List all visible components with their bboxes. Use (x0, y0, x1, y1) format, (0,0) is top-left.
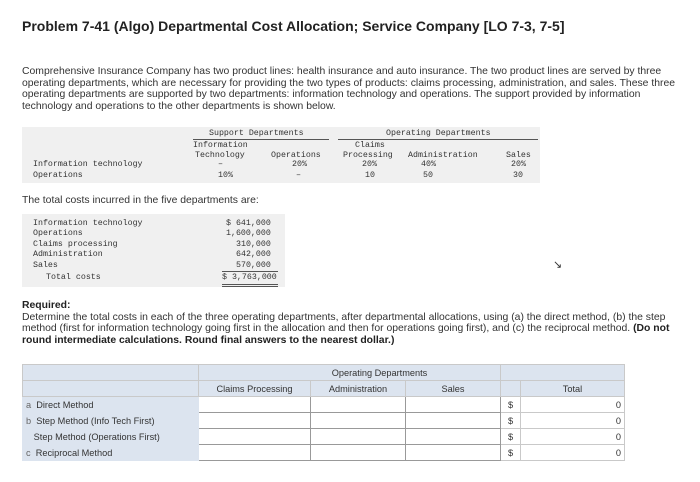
direct-claims-input[interactable] (199, 397, 311, 413)
step-ops-admin-input[interactable] (311, 429, 406, 445)
col-sales: Sales (506, 151, 531, 160)
support-departments-header: Support Departments (209, 129, 304, 138)
answer-col-claims: Claims Processing (199, 381, 311, 397)
cost-value-sales: 570,000 (236, 261, 271, 270)
table-row: c Reciprocal Method $ 0 (23, 445, 625, 461)
direct-currency: $ (501, 397, 521, 413)
row-label-reciprocal: Reciprocal Method (35, 447, 113, 458)
support-header-rule (193, 139, 329, 140)
answer-col-admin: Administration (311, 381, 406, 397)
cost-label-it: Information technology (33, 219, 143, 228)
step-ops-claims-input[interactable] (199, 429, 311, 445)
cost-label-admin: Administration (33, 250, 103, 259)
required-instruction: (Do not round intermediate calculations. Round final answers to the nearest dollar.) (22, 323, 670, 346)
reciprocal-admin-input[interactable] (311, 445, 406, 461)
col-it-line2: Technology (195, 151, 245, 160)
answer-table (22, 364, 625, 461)
cost-total-double-rule (222, 284, 278, 287)
cell-it-ops: 20% (292, 160, 307, 169)
required-text: Determine the total costs in each of the three operating departments, after departmental allocations, using (a) the direct method, (b) the step method (first for information technology going first in the allocation and then for operations going first), and (c) the reciprocal method. (22, 311, 666, 335)
cost-label-sales: Sales (33, 261, 58, 270)
row-label-step-it: Step Method (Info Tech First) (36, 415, 155, 426)
step-it-total: 0 (521, 413, 625, 429)
cell-it-admin: 40% (421, 160, 436, 169)
cost-total-rule (222, 271, 278, 272)
table-row: a Direct Method $ 0 (23, 397, 625, 413)
cell-it-sales: 20% (511, 160, 526, 169)
cost-value-it: $ 641,000 (226, 219, 271, 228)
reciprocal-claims-input[interactable] (199, 445, 311, 461)
answer-header-blank-right (501, 365, 625, 381)
col-administration: Administration (408, 151, 478, 160)
required-section (22, 300, 682, 346)
answer-col-sales: Sales (406, 381, 501, 397)
row-label-step-ops: Step Method (Operations First) (33, 431, 160, 442)
cell-ops-it: 10% (218, 171, 233, 180)
col-operations: Operations (271, 151, 321, 160)
cell-ops-admin: 50 (423, 171, 433, 180)
step-it-currency: $ (501, 413, 521, 429)
required-heading: Required: (22, 300, 71, 311)
costs-sentence: The total costs incurred in the five departments are: (22, 195, 259, 206)
direct-sales-input[interactable] (406, 397, 501, 413)
step-it-admin-input[interactable] (311, 413, 406, 429)
col-claims-line2: Processing (343, 151, 393, 160)
cell-ops-sales: 30 (513, 171, 523, 180)
col-it-line1: Information (193, 141, 248, 150)
intro-paragraph: Comprehensive Insurance Company has two product lines: health insurance and auto insurance. The two product lines are served by three operating departments, which are necessary for providing the two types of products: claims processing, administration, and sales. These three operating departments are supported by two departments: information technology and operations. The support provided by information technology and operations to the other departments is shown below. (22, 66, 676, 112)
direct-admin-input[interactable] (311, 397, 406, 413)
answer-group-header: Operating Departments (199, 365, 501, 381)
row-label-operations: Operations (33, 171, 83, 180)
cost-value-claims: 310,000 (236, 240, 271, 249)
col-claims-line1: Claims (355, 141, 385, 150)
step-ops-currency: $ (501, 429, 521, 445)
answer-col-currency (501, 381, 521, 397)
step-ops-sales-input[interactable] (406, 429, 501, 445)
cost-label-operations: Operations (33, 229, 83, 238)
cost-label-total: Total costs (46, 273, 101, 282)
cell-ops-claims: 10 (365, 171, 375, 180)
row-label-direct: Direct Method (36, 399, 94, 410)
cost-value-admin: 642,000 (236, 250, 271, 259)
mouse-cursor-icon: ↘ (553, 259, 563, 271)
operating-header-rule (338, 139, 538, 140)
reciprocal-total: 0 (521, 445, 625, 461)
operating-departments-header: Operating Departments (386, 129, 491, 138)
answer-header-label-blank (23, 381, 199, 397)
cell-it-it: – (218, 160, 223, 169)
step-ops-total: 0 (521, 429, 625, 445)
answer-header-blank (23, 365, 199, 381)
cost-value-total: $ 3,763,000 (222, 273, 277, 282)
row-label-it: Information technology (33, 160, 143, 169)
page-title: Problem 7-41 (Algo) Departmental Cost Allocation; Service Company [LO 7-3, 7-5] (22, 18, 565, 34)
cost-label-claims: Claims processing (33, 240, 118, 249)
table-row: b Step Method (Info Tech First) $ 0 (23, 413, 625, 429)
reciprocal-currency: $ (501, 445, 521, 461)
step-it-claims-input[interactable] (199, 413, 311, 429)
direct-total: 0 (521, 397, 625, 413)
reciprocal-sales-input[interactable] (406, 445, 501, 461)
cost-value-operations: 1,600,000 (226, 229, 271, 238)
cell-it-claims: 20% (362, 160, 377, 169)
answer-col-total: Total (521, 381, 625, 397)
table-row (23, 429, 625, 445)
cell-ops-ops: – (296, 171, 301, 180)
step-it-sales-input[interactable] (406, 413, 501, 429)
